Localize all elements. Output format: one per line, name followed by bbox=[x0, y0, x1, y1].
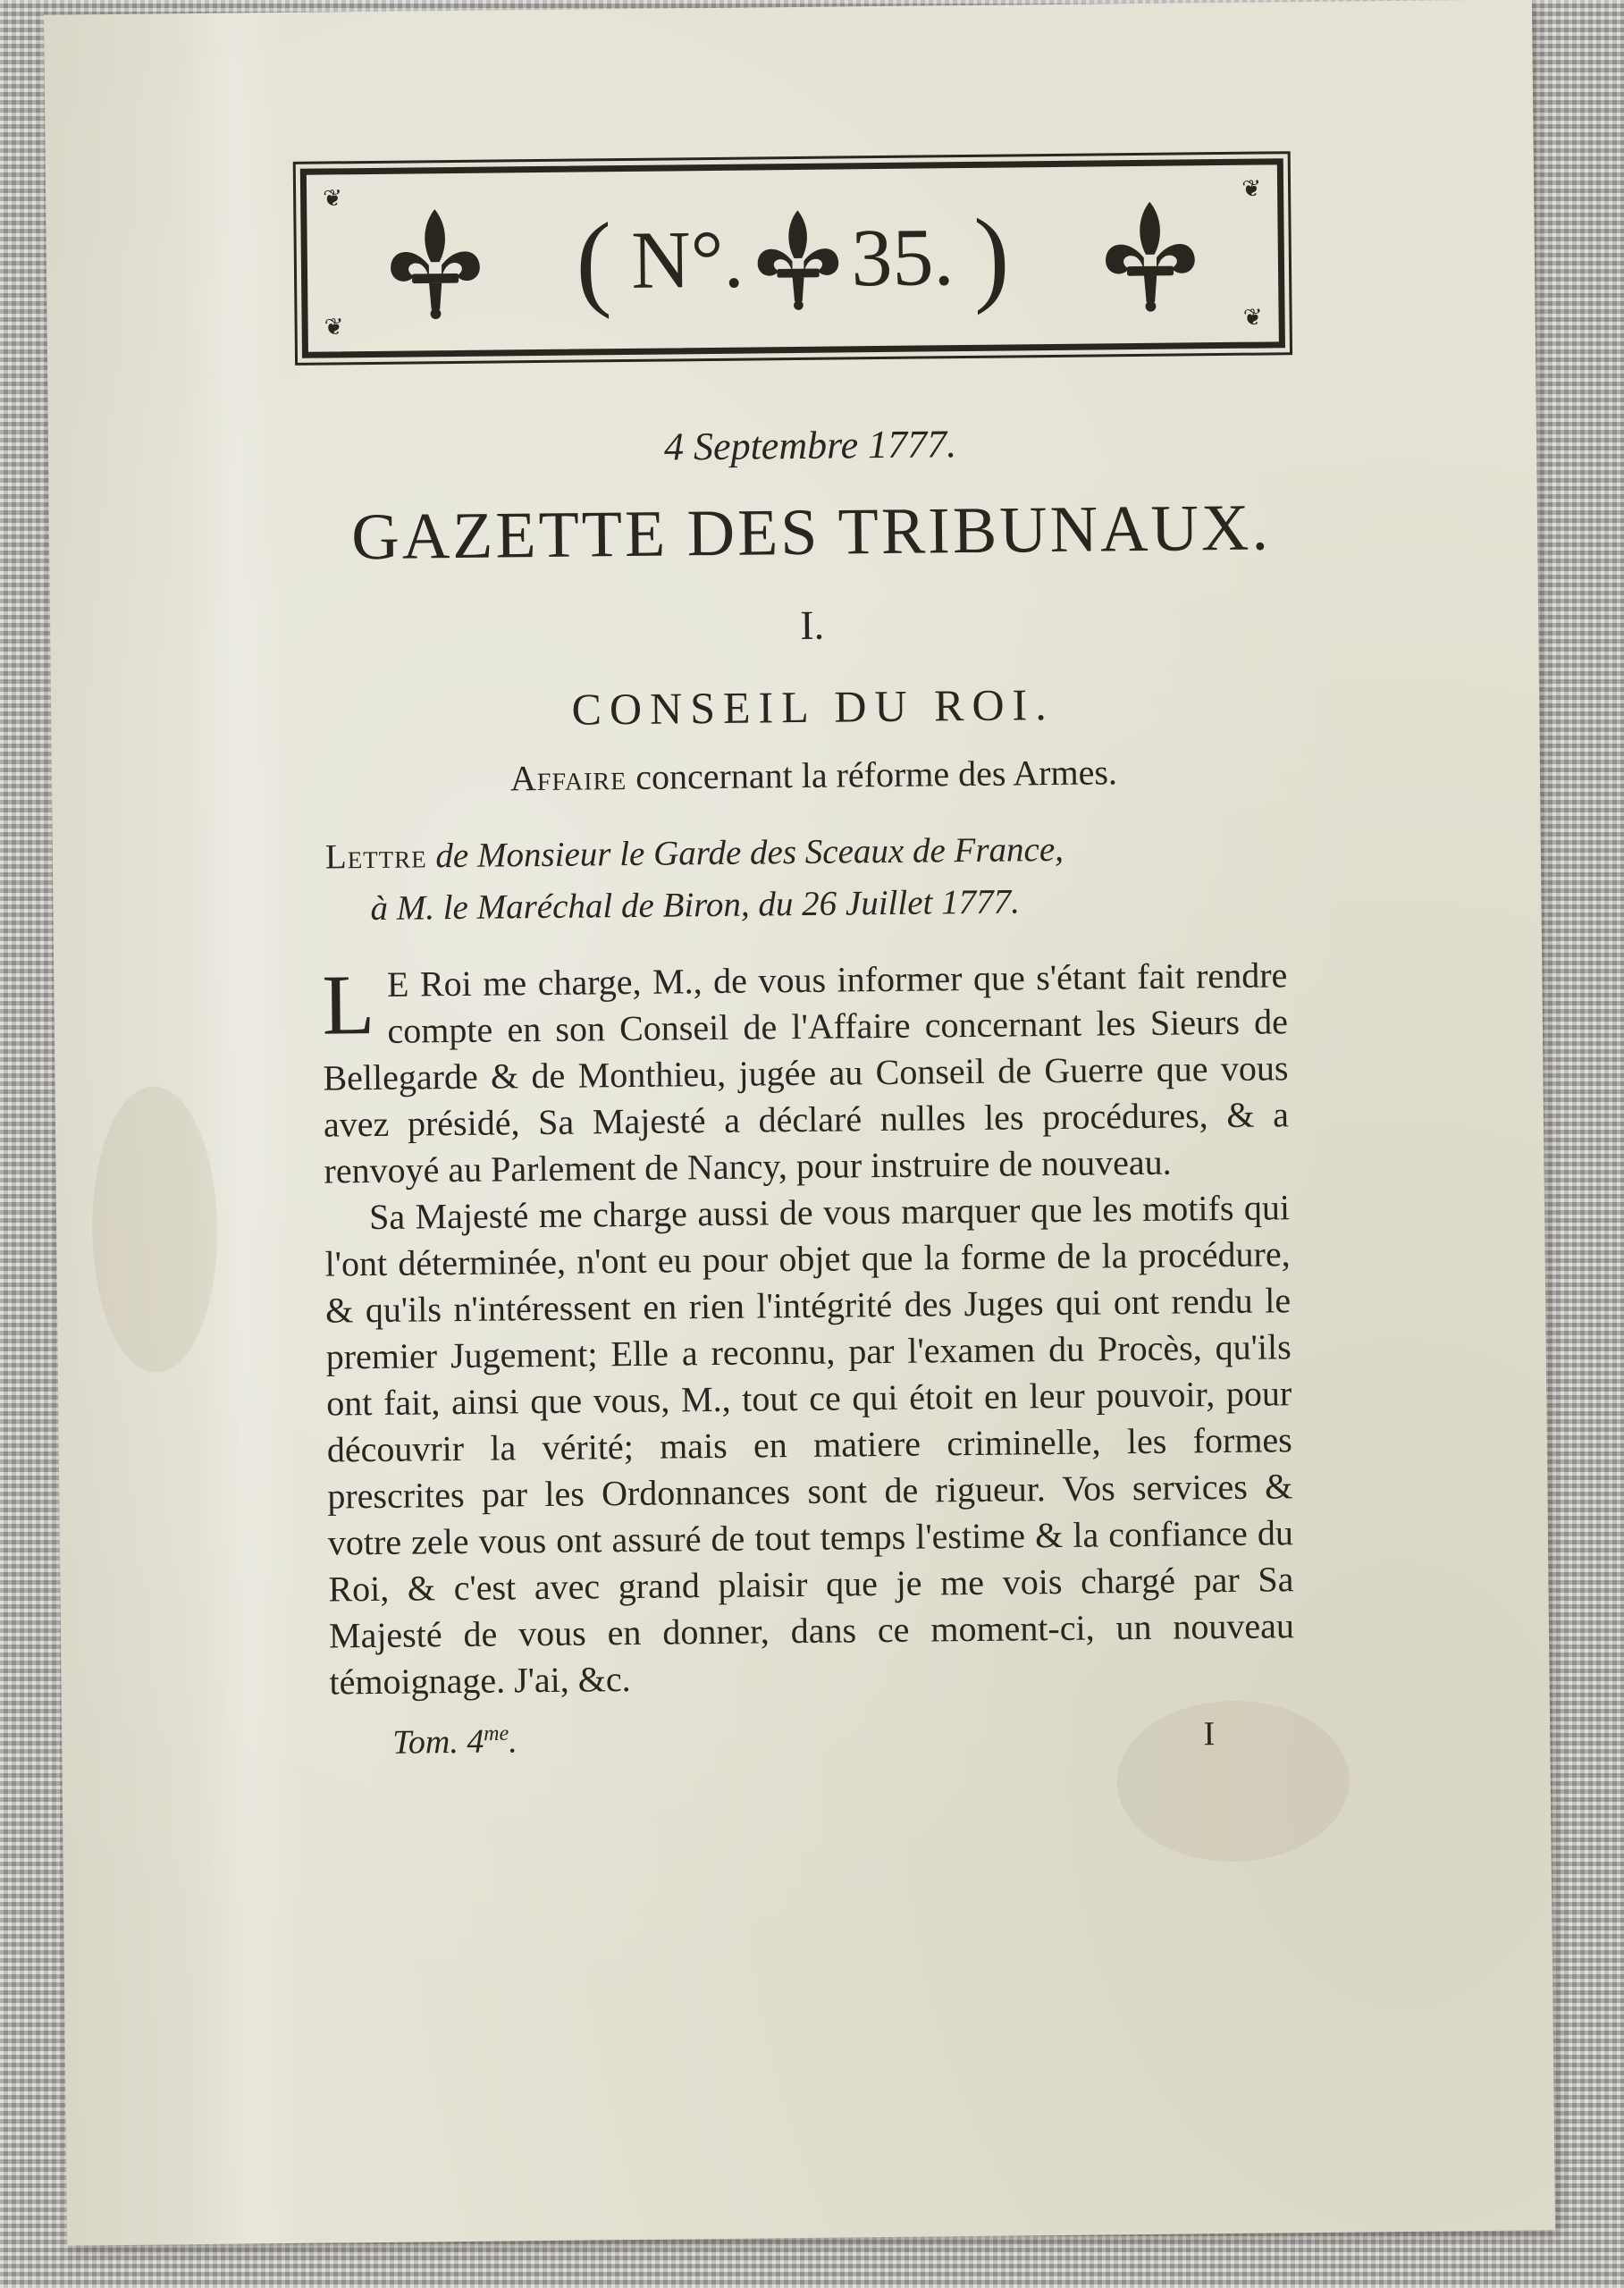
affair-lead: Affaire bbox=[509, 757, 627, 799]
section-title: CONSEIL DU ROI. bbox=[571, 678, 1055, 735]
corner-ornament-icon: ❦ bbox=[1241, 175, 1262, 203]
masthead-row bbox=[381, 196, 1204, 321]
issue-prefix: N°. bbox=[630, 213, 745, 306]
paragraph-2: Sa Majesté me charge aussi de vous marquer que les motifs qui l'ont déterminée, n'ont eu pour objet que la forme de la procédure, & qu'ils n'intéressent en rien l'intégrité des Juges qui ont rendu le premier Jugement; Elle a reconnu, par l'examen du Procès, qu'ils ont fait, ainsi que vous, M., tout ce qui étoit en leur pouvoir, pour découvrir la vérité; mais en matiere criminelle, les formes prescrites par les Ordonnances sont de rigueur. Vos services & votre zele vous ont assuré de tout temps l'estime & la confiance du Roi, & c'est avec grand plaisir que je me vois chargé par Sa Majesté de vous en donner, dans ce moment-ci, un nouveau témoignage. J'ai, &c. bbox=[324, 1187, 1295, 1703]
page-footer bbox=[392, 1713, 1287, 1776]
fleur-de-lis-icon bbox=[749, 205, 846, 311]
section-number: I. bbox=[799, 601, 825, 648]
fleur-de-lis-icon bbox=[1096, 196, 1204, 313]
corner-ornament-icon: ❦ bbox=[1242, 304, 1263, 332]
letter-lead: Lettre bbox=[324, 837, 427, 877]
close-paren: ) bbox=[972, 196, 1011, 315]
drop-cap: L bbox=[322, 955, 375, 1053]
letter-line2: à M. le Maréchal de Biron, du 26 Juillet 1777. bbox=[370, 882, 1021, 929]
tome-end: . bbox=[509, 1722, 518, 1761]
tome-text: Tom. 4 bbox=[392, 1722, 484, 1762]
letter-heading bbox=[325, 821, 1336, 936]
paragraph-1-text: E Roi me charge, M., de vous informer que s'étant fait rendre compte en son Conseil de l'Affaire concernant les Sieurs de Bellegarde & de Monthieu, jugée au Conseil de Guerre que vous avez présidé, Sa Majesté a déclaré nulles les procédures, & a renvoyé au Parlement de Nancy, pour instruire de nouveau. bbox=[323, 955, 1290, 1191]
affair-heading bbox=[293, 749, 1334, 802]
issue-date: 4 Septembre 1777. bbox=[663, 422, 957, 469]
issue-number bbox=[556, 196, 1030, 320]
paragraph-1 bbox=[322, 952, 1290, 1194]
corner-ornament-icon: ❦ bbox=[322, 185, 343, 213]
page-content bbox=[287, 158, 1345, 1778]
tome-label bbox=[392, 1721, 517, 1762]
issue-value: 35. bbox=[850, 211, 955, 304]
open-paren: ( bbox=[575, 200, 612, 320]
signature-mark: I bbox=[1203, 1715, 1216, 1754]
corner-ornament-icon: ❦ bbox=[324, 314, 344, 341]
affair-rest: concernant la réforme des Armes. bbox=[635, 752, 1118, 797]
letter-line1: de Monsieur le Garde des Sceaux de France, bbox=[435, 829, 1064, 876]
fleur-de-lis-icon bbox=[381, 204, 489, 321]
newspaper-page bbox=[44, 0, 1555, 2246]
letter-body bbox=[322, 952, 1295, 1705]
masthead-banner bbox=[300, 158, 1285, 358]
tome-suffix: me bbox=[484, 1721, 509, 1746]
gazette-title: GAZETTE DES TRIBUNAUX. bbox=[350, 491, 1272, 575]
